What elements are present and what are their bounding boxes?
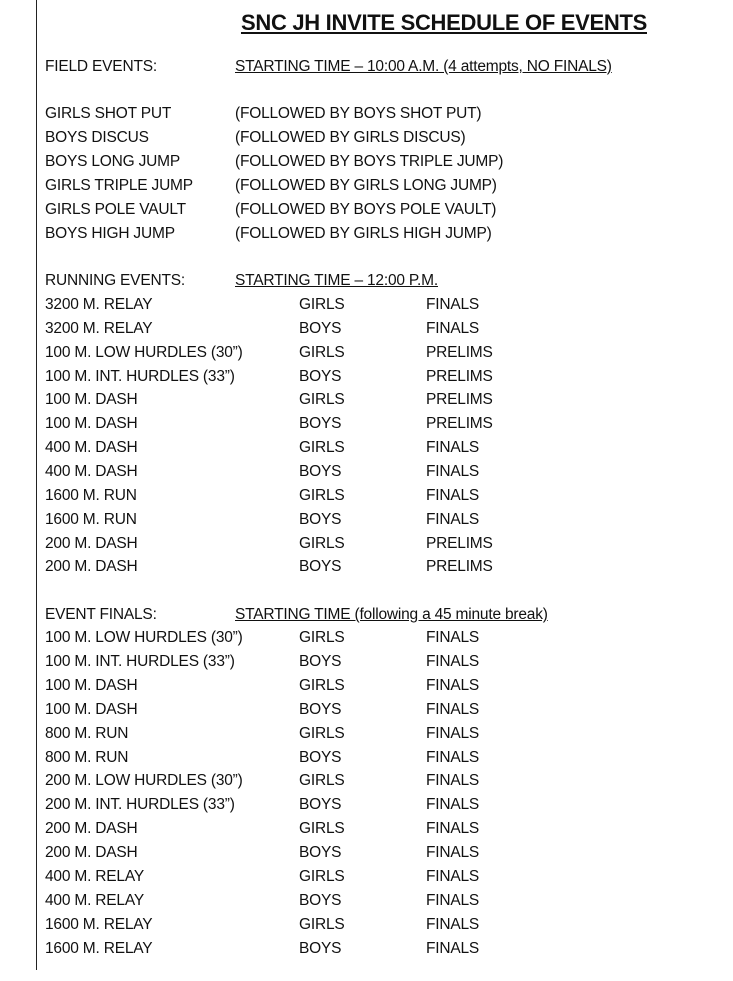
event-gender: BOYS (299, 939, 342, 957)
event-name: 100 M. DASH (45, 415, 138, 433)
field-events-starting-time: STARTING TIME – 10:00 A.M. (4 attempts, NO FINALS) (235, 58, 612, 75)
event-finals-header (45, 606, 548, 624)
event-note: (FOLLOWED BY BOYS TRIPLE JUMP) (235, 152, 504, 170)
event-name: 800 M. RUN (45, 724, 129, 742)
event-name: 400 M. RELAY (45, 891, 144, 909)
event-round: FINALS (426, 296, 480, 313)
event-name: 100 M. DASH (45, 391, 138, 409)
event-finals-starting-time: STARTING TIME (following a 45 minute break) (235, 606, 548, 623)
event-note: (FOLLOWED BY GIRLS HIGH JUMP) (235, 224, 492, 242)
event-gender: GIRLS (299, 486, 345, 504)
event-name: 3200 M. RELAY (45, 319, 153, 337)
page-title: SNC JH INVITE SCHEDULE OF EVENTS (240, 10, 647, 35)
event-gender: GIRLS (299, 439, 345, 457)
event-gender: GIRLS (299, 868, 345, 885)
event-round: FINALS (426, 796, 480, 814)
page-left-border (36, 0, 37, 970)
event-name: 100 M. INT. HURDLES (33”) (45, 652, 235, 670)
event-name: 200 M. INT. HURDLES (33”) (45, 796, 235, 814)
event-gender: BOYS (299, 748, 342, 766)
event-name: 100 M. LOW HURDLES (30”) (45, 629, 243, 646)
event-gender: BOYS (299, 652, 342, 670)
event-name: 200 M. DASH (45, 820, 138, 838)
event-gender: GIRLS (299, 343, 345, 361)
event-gender: GIRLS (299, 534, 345, 552)
event-round: FINALS (426, 868, 480, 885)
event-name: 200 M. DASH (45, 558, 138, 576)
event-name: 200 M. DASH (45, 844, 138, 862)
event-round: FINALS (426, 462, 480, 480)
event-round: PRELIMS (426, 534, 493, 552)
event-gender: GIRLS (299, 772, 345, 790)
event-gender: BOYS (299, 844, 342, 862)
event-round: FINALS (426, 319, 480, 337)
event-gender: BOYS (299, 558, 342, 576)
event-finals-label: EVENT FINALS: (45, 606, 157, 623)
event-name: GIRLS TRIPLE JUMP (45, 176, 193, 194)
event-gender: BOYS (299, 462, 342, 480)
event-round: FINALS (426, 676, 480, 694)
running-events-label: RUNNING EVENTS: (45, 272, 185, 289)
event-round: FINALS (426, 652, 480, 670)
event-round: FINALS (426, 820, 480, 838)
event-name: 3200 M. RELAY (45, 296, 153, 313)
event-name: BOYS LONG JUMP (45, 152, 181, 170)
event-gender: GIRLS (299, 724, 345, 742)
event-round: FINALS (426, 510, 480, 528)
event-gender: GIRLS (299, 676, 345, 694)
event-round: PRELIMS (426, 367, 493, 385)
event-name: 200 M. DASH (45, 534, 138, 552)
event-round: FINALS (426, 486, 480, 504)
event-name: 1600 M. RELAY (45, 915, 153, 933)
event-name: GIRLS SHOT PUT (45, 105, 172, 122)
event-name: 100 M. INT. HURDLES (33”) (45, 367, 235, 385)
event-name: 400 M. DASH (45, 462, 138, 480)
event-name: BOYS HIGH JUMP (45, 224, 175, 242)
event-note: (FOLLOWED BY GIRLS LONG JUMP) (235, 176, 497, 194)
event-gender: GIRLS (299, 391, 345, 409)
event-note: (FOLLOWED BY BOYS SHOT PUT) (235, 105, 482, 122)
event-name: 100 M. DASH (45, 676, 138, 694)
event-round: FINALS (426, 915, 480, 933)
event-gender: GIRLS (299, 629, 345, 646)
event-round: FINALS (426, 844, 480, 862)
event-note: (FOLLOWED BY BOYS POLE VAULT) (235, 200, 497, 218)
event-note: (FOLLOWED BY GIRLS DISCUS) (235, 128, 466, 146)
event-gender: BOYS (299, 510, 342, 528)
event-round: PRELIMS (426, 415, 493, 433)
event-round: PRELIMS (426, 343, 493, 361)
event-name: 1600 M. RUN (45, 510, 137, 528)
event-round: PRELIMS (426, 558, 493, 576)
event-round: PRELIMS (426, 391, 493, 409)
event-round: FINALS (426, 700, 480, 718)
event-name: 1600 M. RELAY (45, 939, 153, 957)
event-name: 1600 M. RUN (45, 486, 137, 504)
event-round: FINALS (426, 891, 480, 909)
event-name: 100 M. LOW HURDLES (30”) (45, 343, 243, 361)
event-name: 400 M. RELAY (45, 868, 144, 885)
event-name: 200 M. LOW HURDLES (30”) (45, 772, 243, 790)
event-gender: BOYS (299, 891, 342, 909)
event-gender: BOYS (299, 796, 342, 814)
field-events-header (45, 58, 612, 76)
event-name: GIRLS POLE VAULT (45, 200, 186, 218)
event-name: 400 M. DASH (45, 439, 138, 457)
event-round: FINALS (426, 724, 480, 742)
field-events-label: FIELD EVENTS: (45, 58, 157, 75)
event-gender: GIRLS (299, 915, 345, 933)
event-gender: BOYS (299, 367, 342, 385)
event-round: FINALS (426, 939, 480, 957)
event-gender: BOYS (299, 415, 342, 433)
running-events-starting-time: STARTING TIME – 12:00 P.M. (235, 272, 438, 289)
event-name: 100 M. DASH (45, 700, 138, 718)
event-round: FINALS (426, 748, 480, 766)
event-name: 800 M. RUN (45, 748, 129, 766)
event-gender: GIRLS (299, 820, 345, 838)
event-name: BOYS DISCUS (45, 128, 149, 146)
event-round: FINALS (426, 629, 480, 646)
event-round: FINALS (426, 439, 480, 457)
event-gender: GIRLS (299, 296, 345, 313)
event-round: FINALS (426, 772, 480, 790)
event-gender: BOYS (299, 700, 342, 718)
event-gender: BOYS (299, 319, 342, 337)
running-events-header (45, 272, 438, 290)
